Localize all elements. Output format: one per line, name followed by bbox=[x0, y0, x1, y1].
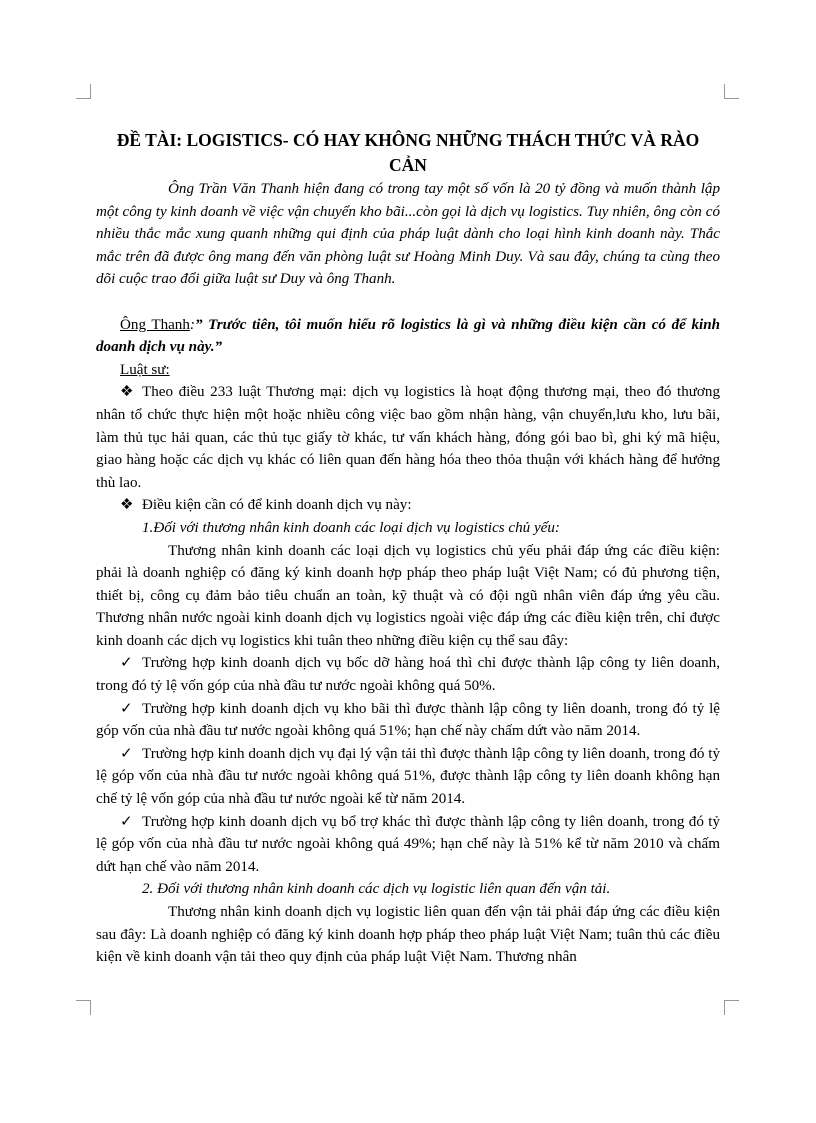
lawyer-label-line bbox=[96, 359, 720, 382]
check-item bbox=[96, 811, 720, 879]
question-speaker: Ông Thanh bbox=[120, 316, 190, 333]
check-item bbox=[96, 698, 720, 743]
diamond-bullet-icon: ❖ bbox=[120, 497, 134, 514]
question-text: ” Trước tiên, tôi muốn hiểu rõ logistics là gì và những điều kiện cần có để kinh doanh dịch vụ này.” bbox=[96, 316, 720, 356]
check-text: Trường hợp kinh doanh dịch vụ bổ trợ khác thì được thành lập công ty liên doanh, trong đó tỷ lệ góp vốn của nhà đầu tư nước ngoài không quá 49%; hạn chế này là 51% kể từ năm 2010 và chấm dứt hạn chế vào năm 2014. bbox=[96, 813, 720, 875]
crop-mark-bottom-left bbox=[76, 1000, 91, 1015]
bullet-text: Theo điều 233 luật Thương mại: dịch vụ logistics là hoạt động thương mại, theo đó thương nhân tổ chức thực hiện một hoặc nhiều công việc bao gồm nhận hàng, vận chuyển,lưu kho, lưu bãi, làm thủ tục hải quan, các thủ tục giấy tờ khác, tư vấn khách hàng, đóng gói bao bì, ghi ký mã hiệu, giao hàng hoặc các dịch vụ khác có liên quan đến hàng hóa theo thỏa thuận với khách hàng để hưởng thù lao. bbox=[96, 384, 720, 491]
document-title: ĐỀ TÀI: LOGISTICS- CÓ HAY KHÔNG NHỮNG THÁCH THỨC VÀ RÀO CẢN bbox=[116, 130, 700, 175]
blank-line bbox=[96, 291, 720, 314]
bullet-item-definition bbox=[96, 381, 720, 494]
check-item bbox=[96, 743, 720, 811]
checkmark-icon: ✓ bbox=[120, 813, 133, 830]
question-paragraph bbox=[96, 314, 720, 359]
intro-paragraph: Ông Trần Văn Thanh hiện đang có trong tay một số vốn là 20 tỷ đồng và muốn thành lập một công ty kinh doanh về việc vận chuyển kho bãi...còn gọi là dịch vụ logistics. Tuy nhiên, ông còn có nhiều thắc mắc xung quanh những qui định của pháp luật dành cho loại hình kinh doanh này. Thắc mắc trên đã được ông mang đến văn phòng luật sư Hoàng Minh Duy. Và sau đây, chúng ta cùng theo dõi cuộc trao đổi giữa luật sư Duy và ông Thanh. bbox=[96, 181, 720, 288]
bullet-item-conditions bbox=[96, 494, 720, 517]
check-text: Trường hợp kinh doanh dịch vụ đại lý vận tải thì được thành lập công ty liên doanh, trong đó tỷ lệ góp vốn của nhà đầu tư nước ngoài không quá 51%, được thành lập công ty liên doanh không hạn chế tỷ lệ vốn góp của nhà đầu tư nước ngoài kể từ năm 2014. bbox=[96, 745, 720, 808]
section-1-body: Thương nhân kinh doanh các loại dịch vụ logistics chủ yếu phải đáp ứng các điều kiện: phải là doanh nghiệp có đăng ký kinh doanh hợp pháp theo pháp luật Việt Nam; có đủ phương tiện, thiết bị, công cụ đảm bảo tiêu chuẩn an toàn, kỹ thuật và có đội ngũ nhân viên đáp ứng yêu cầu. Thương nhân nước ngoài kinh doanh dịch vụ logistics ngoài việc đáp ứng các điều kiện trên, chỉ được kinh doanh các dịch vụ logistics khi tuân theo những điều kiện cụ thể sau đây: bbox=[96, 542, 720, 649]
section-2-heading: 2. Đối với thương nhân kinh doanh các dịch vụ logistic liên quan đến vận tải. bbox=[142, 881, 611, 898]
crop-mark-top-right bbox=[724, 84, 739, 99]
lawyer-label: Luật sư: bbox=[120, 361, 170, 378]
question-separator: : bbox=[189, 316, 195, 333]
checkmark-icon: ✓ bbox=[120, 700, 133, 717]
check-text: Trường hợp kinh doanh dịch vụ bốc dỡ hàng hoá thì chỉ được thành lập công ty liên doanh, trong đó tỷ lệ vốn góp của nhà đầu tư nước ngoài không quá 50%. bbox=[96, 655, 720, 695]
document-page bbox=[96, 128, 720, 969]
check-item bbox=[96, 652, 720, 697]
section-2-body: Thương nhân kinh doanh dịch vụ logistic liên quan đến vận tải phải đáp ứng các điều kiện sau đây: Là doanh nghiệp có đăng ký kinh doanh hợp pháp theo pháp luật Việt Nam; tuân thủ các điều kiện về kinh doanh vận tải theo quy định của pháp luật Việt Nam. Thương nhân bbox=[96, 904, 720, 966]
crop-mark-bottom-right bbox=[724, 1000, 739, 1015]
bullet-text: Điều kiện cần có để kinh doanh dịch vụ này: bbox=[142, 497, 412, 514]
check-text: Trường hợp kinh doanh dịch vụ kho bãi thì được thành lập công ty liên doanh, trong đó tỷ lệ góp vốn của nhà đầu tư nước ngoài không quá 51%; hạn chế này chấm dứt vào năm 2014. bbox=[96, 700, 720, 740]
crop-mark-top-left bbox=[76, 84, 91, 99]
checkmark-icon: ✓ bbox=[120, 745, 133, 762]
section-1-heading: 1.Đối với thương nhân kinh doanh các loại dịch vụ logistics chủ yếu: bbox=[142, 519, 560, 536]
diamond-bullet-icon: ❖ bbox=[120, 384, 134, 401]
checkmark-icon: ✓ bbox=[120, 655, 133, 672]
